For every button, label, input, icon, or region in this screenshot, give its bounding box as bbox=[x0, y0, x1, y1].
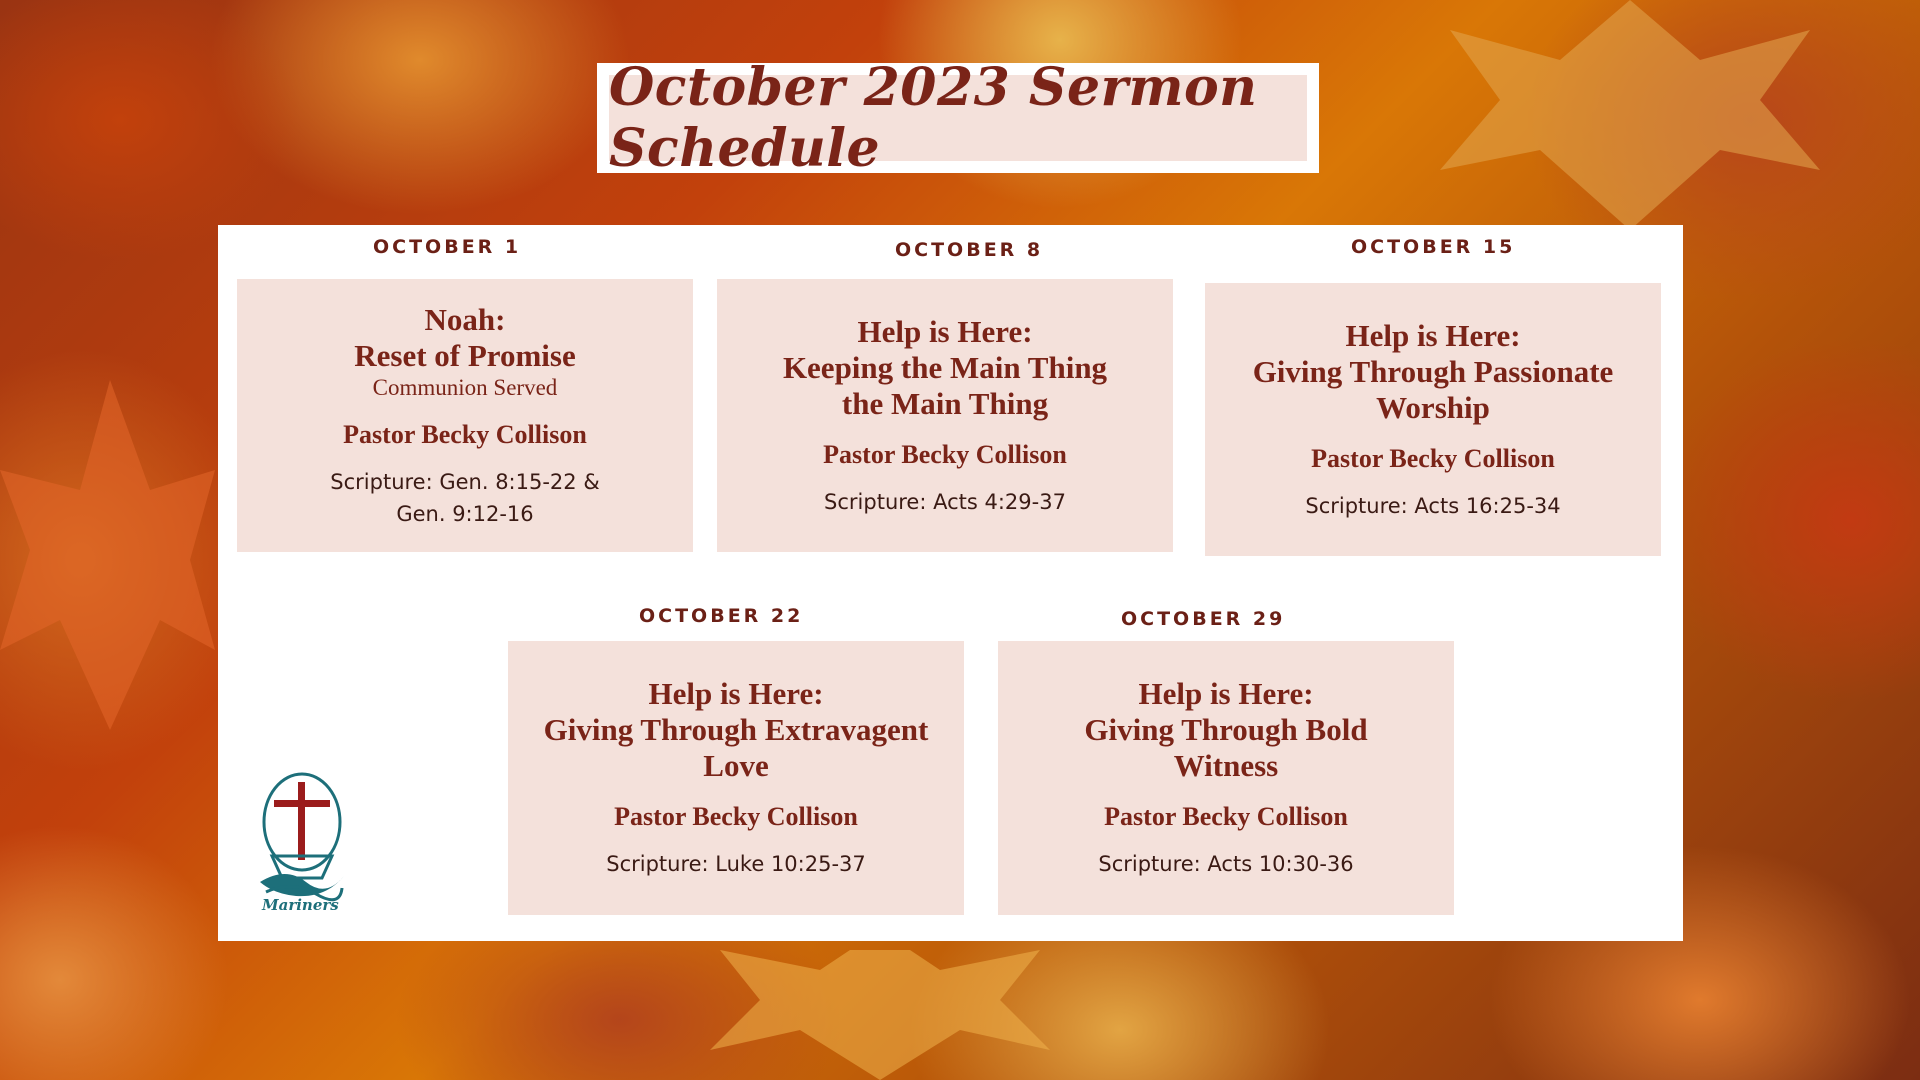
sermon-note: Communion Served bbox=[372, 374, 558, 400]
sermon-scripture: Scripture: Acts 16:25-34 bbox=[1305, 493, 1561, 518]
sermon-title-line: Giving Through Passionate bbox=[1252, 353, 1614, 389]
sermon-title-line: Help is Here: bbox=[1345, 317, 1521, 353]
sermon-scripture: Scripture: Luke 10:25-37 bbox=[606, 852, 866, 876]
sermon-date: OCTOBER 29 bbox=[1121, 608, 1286, 630]
sermon-date: OCTOBER 15 bbox=[1351, 236, 1516, 258]
sermon-card bbox=[998, 641, 1454, 915]
sermon-pastor: Pastor Becky Collison bbox=[343, 419, 587, 449]
sermon-scripture: Scripture: Acts 4:29-37 bbox=[824, 489, 1066, 514]
page-title: October 2023 Sermon Schedule bbox=[609, 57, 1258, 179]
sermon-date: OCTOBER 22 bbox=[639, 605, 804, 627]
leaf-decoration-icon bbox=[0, 360, 220, 740]
leaf-decoration-icon bbox=[700, 950, 1060, 1080]
sermon-title-line: Noah: bbox=[424, 301, 506, 337]
sermon-card bbox=[237, 279, 693, 552]
sermon-title-line: Giving Through Extravagent bbox=[543, 712, 929, 747]
sermon-scripture-line: Gen. 9:12-16 bbox=[396, 501, 534, 526]
sermon-title-line: Worship bbox=[1376, 389, 1490, 425]
sermon-card bbox=[508, 641, 964, 915]
sermon-pastor: Pastor Becky Collison bbox=[614, 802, 858, 831]
sermon-title-line: Giving Through Bold bbox=[1084, 712, 1368, 747]
sermon-scripture-line: Scripture: Gen. 8:15-22 & bbox=[330, 469, 600, 494]
leaf-decoration-icon bbox=[1420, 0, 1840, 240]
sermon-title-line: Love bbox=[703, 748, 769, 783]
sermon-pastor: Pastor Becky Collison bbox=[1104, 802, 1348, 831]
sermon-pastor: Pastor Becky Collison bbox=[823, 439, 1067, 469]
logo-text: Mariners bbox=[262, 896, 339, 914]
sermon-title-line: Keeping the Main Thing bbox=[782, 349, 1108, 385]
title-banner-inner bbox=[609, 57, 1307, 179]
sermon-card bbox=[1205, 283, 1661, 556]
sermon-title-line: Witness bbox=[1173, 748, 1279, 783]
sermon-card bbox=[717, 279, 1173, 552]
sermon-date: OCTOBER 8 bbox=[895, 239, 1044, 261]
sermon-pastor: Pastor Becky Collison bbox=[1311, 443, 1555, 473]
sermon-title-line: Help is Here: bbox=[857, 313, 1033, 349]
sermon-title-line: Reset of Promise bbox=[354, 337, 576, 373]
sermon-title-line: Help is Here: bbox=[648, 676, 824, 711]
cross-ship-logo-icon bbox=[256, 770, 346, 916]
sermon-scripture: Scripture: Acts 10:30-36 bbox=[1098, 852, 1354, 876]
title-banner bbox=[597, 57, 1319, 179]
sermon-title-line: the Main Thing bbox=[841, 385, 1049, 421]
sermon-date: OCTOBER 1 bbox=[373, 236, 522, 258]
sermon-title-line: Help is Here: bbox=[1138, 676, 1314, 711]
